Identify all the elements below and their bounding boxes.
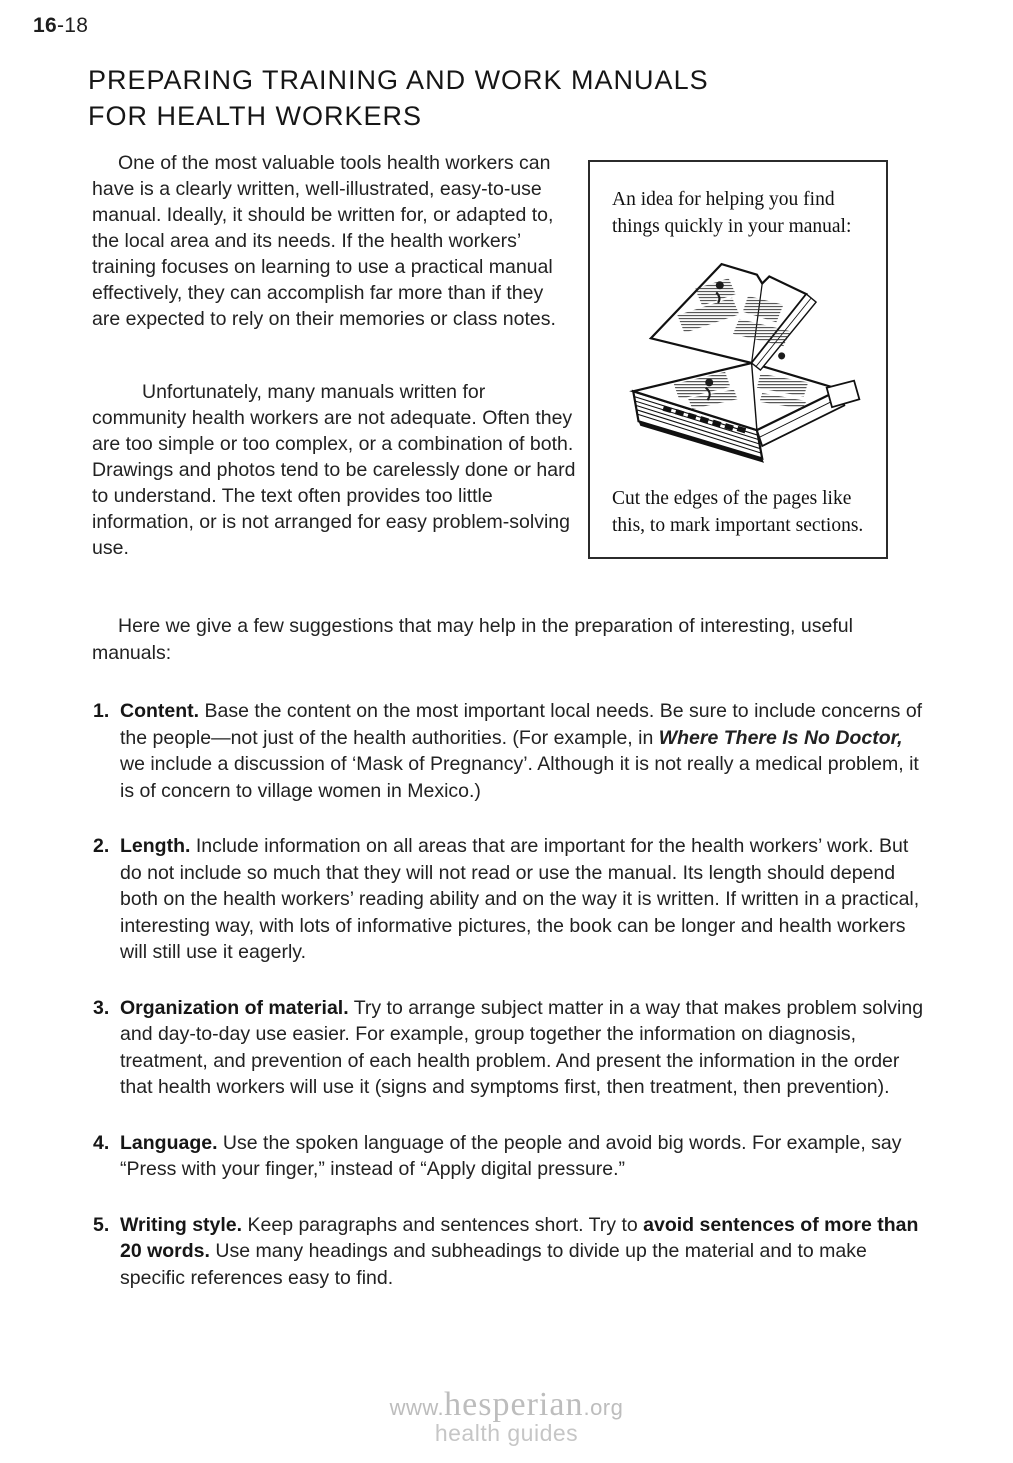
intro-column xyxy=(92,150,576,561)
idea-box xyxy=(588,160,888,559)
list-item-lead: Language. xyxy=(120,1131,218,1154)
list-item-lead: Writing style. xyxy=(120,1213,243,1236)
intro-paragraph-2: Unfortunately, many manuals written for community health workers are not adequate. Often they are too simple or too complex, or a combination of both. Drawings and photos tend to be carelessly done or hard to understand. The text often provides too little information, or is not arranged for easy problem-solving use. xyxy=(92,381,576,559)
list-item-lead: Content. xyxy=(120,700,200,722)
list-item-text-segment: Use the spoken language of the people and avoid big words. For example, say “Press with your finger,” instead of “Apply digital pressure.” xyxy=(120,1131,902,1180)
watermark-tagline: health guides xyxy=(434,1420,579,1446)
page-number xyxy=(33,14,88,38)
list-item-text-segment: Keep paragraphs and sentences short. Try to xyxy=(242,1213,644,1236)
list-item-text-segment: avoid sentences of more than 20 words. xyxy=(120,1213,919,1262)
open-book-drawing xyxy=(615,257,867,469)
watermark-url xyxy=(0,1386,1013,1424)
list-item xyxy=(93,1130,929,1183)
page-number-rest: -18 xyxy=(56,14,89,37)
watermark-www: www. xyxy=(389,1395,445,1420)
list-item-number: 3. xyxy=(93,996,110,1019)
list-item xyxy=(93,833,929,966)
list-item-lead: Length. xyxy=(120,835,191,857)
title-line-2: FOR HEALTH WORKERS xyxy=(88,101,423,131)
idea-box-caption-bottom: Cut the edges of the pages like this, to mark important sections. xyxy=(612,488,864,536)
list-item-text-segment: we include a discussion of ‘Mask of Pregnancy’. Although it is not really a medical problem, it is of concern to village women in Mexico.) xyxy=(120,753,919,802)
list-item xyxy=(93,995,929,1101)
suggestions-list xyxy=(93,698,929,1320)
watermark-name: hesperian xyxy=(444,1386,584,1423)
list-item xyxy=(93,1212,929,1292)
title-line-1: PREPARING TRAINING AND WORK MANUALS xyxy=(88,65,709,95)
list-item-text-segment: Where There Is No Doctor, xyxy=(658,726,903,749)
list-item-text-segment: Use many headings and subheadings to divide up the material and to make specific references easy to find. xyxy=(120,1240,867,1289)
watermark-org: .org xyxy=(583,1395,624,1420)
list-item-text-segment: Base the content on the most important local needs. Be sure to include concerns of the people—not just of the health authorities. (For example, in xyxy=(120,700,923,749)
open-book-illustration xyxy=(612,240,870,485)
intro-paragraph-1: One of the most valuable tools health workers can have is a clearly written, well-illustrated, easy-to-use manual. Ideally, it should be written for, or adapted to, the local area and its needs. If the health workers’ training focuses on learning to use a practical manual effectively, they can accomplish far more than if they are expected to rely on their memories or class notes. xyxy=(92,152,556,330)
list-item-number: 5. xyxy=(93,1213,110,1236)
list-item-number: 2. xyxy=(93,835,110,857)
list-item-number: 1. xyxy=(93,700,110,722)
chapter-number: 16 xyxy=(33,14,57,37)
list-item-number: 4. xyxy=(93,1131,110,1154)
list-item xyxy=(93,698,929,804)
hesperian-watermark xyxy=(0,1386,1013,1447)
list-item-text-segment: Try to arrange subject matter in a way that makes problem solving and day-to-day use easier. For example, group together the information on diagnosis, treatment, and prevention of each health problem. And present the information in the order that health workers will use it (signs and symptoms first, then treatment, then prevention). xyxy=(120,996,924,1098)
list-item-lead: Organization of material. xyxy=(120,996,349,1019)
page-title xyxy=(88,62,709,134)
idea-box-caption-top: An idea for helping you find things quickly in your manual: xyxy=(612,189,852,237)
list-item-text-segment: Include information on all areas that are important for the health workers’ work. But do not include so much that they will not read or use the manual. Its length should depend both on the health workers’ reading ability and on the way it is written. If written in a practical, interesting way, with lots of informative pictures, the book can be longer and health workers will still use it eagerly. xyxy=(120,835,920,963)
suggestions-lead-in: Here we give a few suggestions that may help in the preparation of interesting, useful manuals: xyxy=(92,615,853,664)
